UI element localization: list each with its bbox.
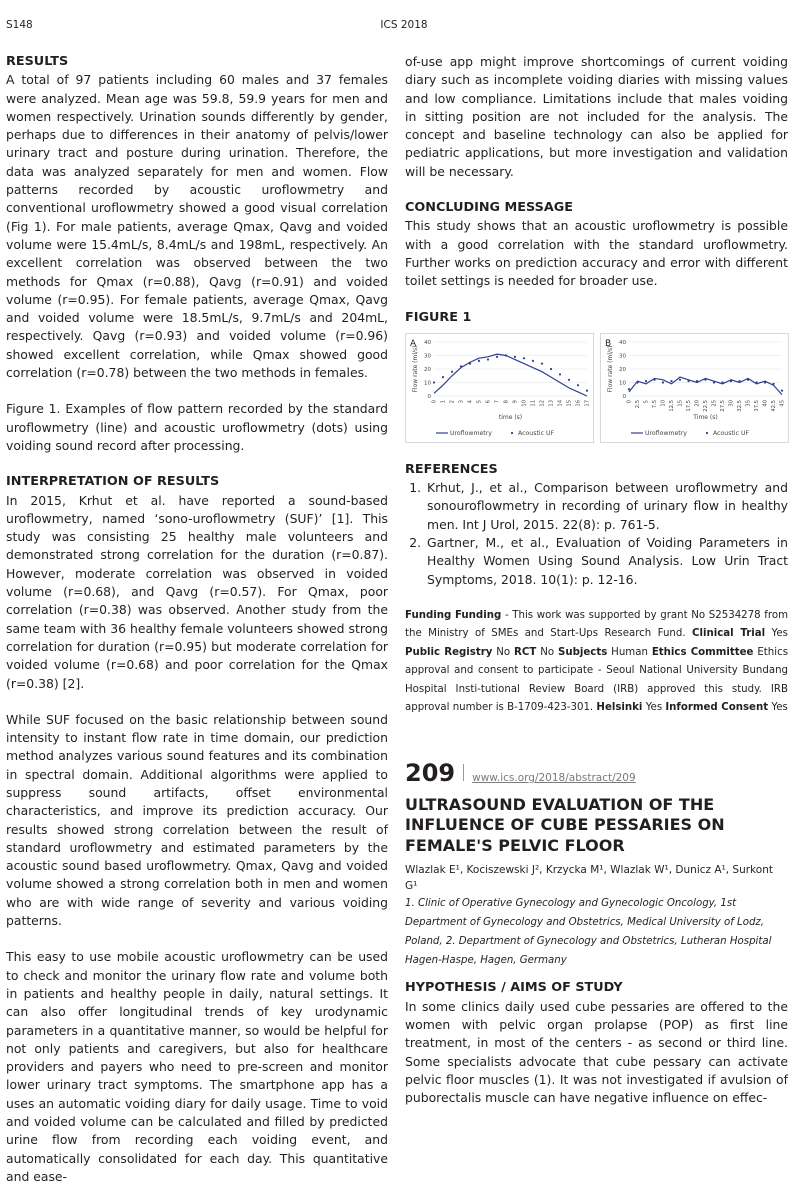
chart-data-point xyxy=(764,381,766,383)
figure-1 xyxy=(405,333,788,443)
chart-data-point xyxy=(505,354,507,356)
chart-x-tick-label: 45 xyxy=(779,399,786,407)
hypothesis-heading: HYPOTHESIS / AIMS OF STUDY xyxy=(405,980,623,996)
chart-y-tick-label: 10 xyxy=(619,380,626,387)
chart-legend-label: Uroflowmetry xyxy=(450,429,492,437)
abstract-header xyxy=(405,758,788,788)
chart-x-tick-label: 40 xyxy=(762,399,769,407)
chart-x-tick-label: 14 xyxy=(557,399,564,407)
chart-data-point xyxy=(451,370,453,372)
clinical-trial-value: Yes xyxy=(771,628,788,640)
chart-data-point xyxy=(478,360,480,362)
chart-data-point xyxy=(628,388,630,390)
continued-paragraph: of-use app might improve shortcomings of current voiding diary such as incomplete voiding diaries with missing values and low compliance. Limitations include that males voiding in sitting position are not included for the analysis. The concept and baseline technology can also be applied for pediatric applications, but more investigation and validation will be necessary. xyxy=(405,54,788,179)
chart-legend-label: Acoustic UF xyxy=(713,429,750,437)
interpretation-paragraph-1: In 2015, Krhut et al. have reported a sound-based uroflowmetry, named ‘sono-uroflowmetry (SUF)’ [1]. This study was consisting 25 healthy male volunteers and demonstrated strong correlation for the duration (r=0.87). However, moderate correlation was observed in voided volume (r=0.68), and Qavg (r=0.57). For Qmax, poor correlation (r=0.38) was observed. Another study from the same team with 36 healthy female volunteers showed strong correlation for duration (r=0.95) but moderate correlation for voided volume (r=0.68) and poor correlation for the Qmax (r=0.38) [2]. xyxy=(6,492,388,691)
chart-data-point xyxy=(541,362,543,364)
chart-y-tick-label: 30 xyxy=(424,353,431,360)
chart-x-tick-label: 12.5 xyxy=(669,399,675,412)
chart-x-tick-label: 27.5 xyxy=(720,399,726,412)
chart-panel-label: B xyxy=(605,338,612,349)
chart-y-tick-label: 0 xyxy=(427,393,431,400)
chart-y-tick-label: 0 xyxy=(622,393,626,400)
chart-legend-label: Uroflowmetry xyxy=(645,429,687,437)
chart-x-tick-label: 12 xyxy=(539,399,546,407)
chart-y-tick-label: 40 xyxy=(424,339,431,346)
references-heading: REFERENCES xyxy=(405,461,498,477)
ethics-label: Ethics Committee xyxy=(651,646,754,658)
chart-x-tick-label: 17.5 xyxy=(686,399,692,412)
chart-data-point xyxy=(730,380,732,382)
chart-legend-label: Acoustic UF xyxy=(518,429,555,437)
chart-x-axis-label: Time (s) xyxy=(693,413,718,421)
chart-data-point xyxy=(687,380,689,382)
chart-data-point xyxy=(781,389,783,391)
funding-block xyxy=(405,607,788,718)
informed-consent-value: Yes xyxy=(771,702,788,714)
chart-panel-a xyxy=(405,333,594,443)
interpretation-paragraph-2: While SUF focused on the basic relationship between sound intensity to instant flow rate in time domain, our prediction method analyzes various sound features and its combination in spectral domain. Additional algorithms were applied to suppress sound artifacts, offset environmental characteristics, and improve its prediction accuracy. Our results showed strong correlation between the result of standard uroflowmetry and estimated parameters by the acoustic sound based uroflowmetry. Qmax, Qavg and voided volume showed a strong correlation both in men and women who are with wide range of severity and various voiding patterns. xyxy=(6,711,388,929)
chart-data-point xyxy=(559,373,561,375)
abstract-link[interactable]: www.ics.org/2018/abstract/209 xyxy=(472,771,636,784)
chart-x-tick-label: 6 xyxy=(485,399,492,404)
chart-b-svg xyxy=(601,334,788,444)
chart-x-tick-label: 2.5 xyxy=(635,399,641,409)
abstract-authors: Wlazlak E¹, Kociszewski J², Krzycka M¹, Wlazlak W¹, Dunicz A¹, Surkont G¹ xyxy=(405,864,773,893)
chart-data-point xyxy=(713,381,715,383)
chart-x-tick-label: 11 xyxy=(530,399,537,407)
chart-data-point xyxy=(577,384,579,386)
hypothesis-paragraph: In some clinics daily used cube pessaries are offered to the women with pelvic organ prolapse (POP) as first line treatment, in most of the centers - as second or third line. Some specialists advocate that cube pessary can activate pelvic floor muscles (1). It was not investigated if avulsion of puborectalis muscle can have negative influence on effec- xyxy=(405,998,788,1106)
funding-label-2: Funding xyxy=(454,609,502,621)
informed-consent-label: Informed Consent xyxy=(665,702,769,714)
figure-caption: Figure 1. Examples of flow pattern recorded by the standard uroflowmetry (line) and acoustic uroflowmetry (dots) using voiding sound record after processing. xyxy=(6,401,388,453)
chart-data-point xyxy=(496,356,498,358)
chart-data-point xyxy=(433,381,435,383)
abstract-number: 209 xyxy=(405,758,456,787)
chart-y-tick-label: 20 xyxy=(619,366,626,373)
chart-panel-b xyxy=(600,333,789,443)
page-number: S148 xyxy=(6,19,33,31)
chart-x-tick-label: 4 xyxy=(467,399,474,404)
chart-data-point xyxy=(514,356,516,358)
subjects-label: Subjects xyxy=(558,646,608,658)
chart-y-tick-label: 40 xyxy=(619,339,626,346)
chart-x-tick-label: 25 xyxy=(711,399,718,407)
public-registry-label: Public Registry xyxy=(405,646,493,658)
concluding-paragraph: This study shows that an acoustic uroflowmetry is possible with a good correlation with the standard uroflowmetry. Further works on prediction accuracy and error with different toilet settings is needed for broader use. xyxy=(405,218,788,289)
abstract-divider xyxy=(463,764,464,781)
chart-data-point xyxy=(523,357,525,359)
chart-y-tick-label: 30 xyxy=(619,353,626,360)
chart-x-tick-label: 15 xyxy=(677,399,684,407)
chart-data-point xyxy=(532,360,534,362)
chart-legend-dot-swatch xyxy=(706,432,708,434)
funding-label: Funding xyxy=(405,609,452,621)
chart-data-point xyxy=(721,381,723,383)
concluding-heading: CONCLUDING MESSAGE xyxy=(405,200,573,216)
helsinki-label: Helsinki xyxy=(596,702,643,714)
chart-data-point xyxy=(670,380,672,382)
left-column xyxy=(6,53,388,1186)
subjects-value: Human xyxy=(611,646,648,658)
chart-x-tick-label: 7 xyxy=(494,399,501,404)
public-registry-value: No xyxy=(496,646,511,658)
abstract-affiliations: 1. Clinic of Operative Gynecology and Gynecologic Oncology, 1st Department of Gynecology and Obstetrics, Medical University of Lodz, Poland, 2. Department of Gynecology and Obstetrics, Lutheran Hospital Hagen-Haspe, Hagen, Germany xyxy=(405,898,772,967)
running-header: ICS 2018 xyxy=(380,19,428,31)
chart-data-point xyxy=(469,362,471,364)
chart-x-tick-label: 13 xyxy=(548,399,555,407)
chart-y-tick-label: 10 xyxy=(424,380,431,387)
chart-data-point xyxy=(645,380,647,382)
chart-x-tick-label: 37.5 xyxy=(754,399,760,412)
chart-data-point xyxy=(679,379,681,381)
rct-label: RCT xyxy=(514,646,537,658)
funding-text: - This work was supported by grant No S2534278 from the Ministry of SMEs and Start-Ups Research Fund. xyxy=(405,609,788,640)
chart-a-svg xyxy=(406,334,593,444)
chart-x-tick-label: 0 xyxy=(431,399,438,404)
chart-x-tick-label: 10 xyxy=(660,399,667,407)
chart-x-tick-label: 9 xyxy=(512,399,519,404)
figure-heading: FIGURE 1 xyxy=(405,309,472,325)
chart-x-tick-label: 1 xyxy=(440,399,447,404)
results-heading: RESULTS xyxy=(6,54,69,69)
chart-x-tick-label: 3 xyxy=(458,399,465,404)
chart-x-tick-label: 15 xyxy=(566,399,573,407)
chart-x-tick-label: 20 xyxy=(694,399,701,407)
clinical-trial-label: Clinical Trial xyxy=(692,628,766,640)
chart-x-tick-label: 7.5 xyxy=(652,399,658,409)
results-paragraph: A total of 97 patients including 60 males and 37 females were analyzed. Mean age was 59.8, 59.9 years for men and women respectively. Urination sounds differently by gender, perhaps due to differences in their anatomy of pelvis/lower urinary tract and posture during urination. Therefore, the data was analyzed separately for men and women. Flow patterns recorded by acoustic uroflowmetry and conventional uroflowmetry showed a good visual correlation (Fig 1). For male patients, average Qmax, Qavg and voided volume were 15.4mL/s, 8.4mL/s and 198mL, respectively. An excellent correlation was observed between the two methods for Qmax (r=0.88), Qavg (r=0.91) and voided volume (r=0.95). For female patients, average Qmax, Qavg and voided volume were 18.5mL/s, 9.7mL/s and 204mL, respectively. Qavg (r=0.93) and voided volume (r=0.96) showed excellent correlation, while Qmax showed good correlation (r=0.78) between the two methods in females. xyxy=(6,72,388,381)
abstract-title: ULTRASOUND EVALUATION OF THE INFLUENCE OF CUBE PESSARIES ON FEMALE'S PELVIC FLOOR xyxy=(405,794,725,855)
chart-x-tick-label: 2 xyxy=(449,399,456,404)
chart-data-point xyxy=(442,376,444,378)
chart-data-point xyxy=(653,379,655,381)
interpretation-heading: INTERPRETATION OF RESULTS xyxy=(6,474,220,490)
chart-x-tick-label: 30 xyxy=(728,399,735,407)
ethics-value: Ethics approval and consent to participate - Seoul National University Bundang Hospital Insti-tutional Review Board (IRB) approved this study. IRB approval number is B-1709-423-301. xyxy=(405,646,789,714)
chart-data-point xyxy=(738,380,740,382)
chart-y-axis-label: Flow rate (ml/s) xyxy=(607,345,614,393)
chart-x-tick-label: 35 xyxy=(745,399,752,407)
chart-x-tick-label: 10 xyxy=(521,399,528,407)
chart-x-axis-label: time (s) xyxy=(498,413,523,421)
right-column xyxy=(405,53,788,1108)
chart-y-axis-label: Flow rate (ml/s) xyxy=(412,345,419,393)
references-list xyxy=(405,479,788,589)
chart-data-point xyxy=(772,383,774,385)
chart-x-tick-label: 5 xyxy=(643,399,650,404)
helsinki-value: Yes xyxy=(645,702,663,714)
chart-data-point xyxy=(704,379,706,381)
chart-x-tick-label: 17 xyxy=(584,399,591,407)
reference-item: 1. Krhut, J., et al., Comparison between uroflowmetry and sonouroflowmetry in recording of urinary flow in healthy men. Int J Urol, 2015. 22(8): p. 761-5. xyxy=(425,479,788,534)
chart-data-point xyxy=(747,379,749,381)
chart-data-point xyxy=(586,389,588,391)
chart-legend-dot-swatch xyxy=(511,432,513,434)
chart-panel-label: A xyxy=(410,338,417,349)
chart-data-point xyxy=(662,381,664,383)
chart-series-line xyxy=(434,354,587,396)
rct-value: No xyxy=(540,646,555,658)
interpretation-paragraph-3: This easy to use mobile acoustic uroflowmetry can be used to check and monitor the urinary flow rate and volume both in patients and healthy people in daily, natural settings. It can also offer longitudinal trends of key urodynamic parameters in a quantitative manner, so would be helpful for not only patients and caregivers, but also for healthcare providers and payers who need to pre-screen and monitor lower urinary tract symptoms. The smartphone app has a uses an automatic voiding diary for daily usage. Time to void and voided volume can be calculated and filled by predicted urine flow from recording each voiding event, and automatically consolidated for each day. This quantitative and ease- xyxy=(6,949,388,1184)
chart-y-tick-label: 20 xyxy=(424,366,431,373)
chart-x-tick-label: 16 xyxy=(575,399,582,407)
chart-data-point xyxy=(487,358,489,360)
chart-x-tick-label: 5 xyxy=(476,399,483,404)
chart-data-point xyxy=(696,380,698,382)
chart-x-tick-label: 32.5 xyxy=(737,399,743,412)
chart-data-point xyxy=(460,365,462,367)
chart-x-tick-label: 8 xyxy=(503,399,510,404)
chart-x-tick-label: 42.5 xyxy=(771,399,777,412)
chart-data-point xyxy=(568,379,570,381)
chart-x-tick-label: 22.5 xyxy=(703,399,709,412)
chart-data-point xyxy=(755,381,757,383)
chart-x-tick-label: 0 xyxy=(626,399,633,404)
chart-data-point xyxy=(636,381,638,383)
reference-item: 2. Gartner, M., et al., Evaluation of Voiding Parameters in Healthy Women Using Sound Analysis. Low Urin Tract Symptoms, 2018. 10(1): p. 12-16. xyxy=(425,534,788,589)
chart-data-point xyxy=(550,368,552,370)
